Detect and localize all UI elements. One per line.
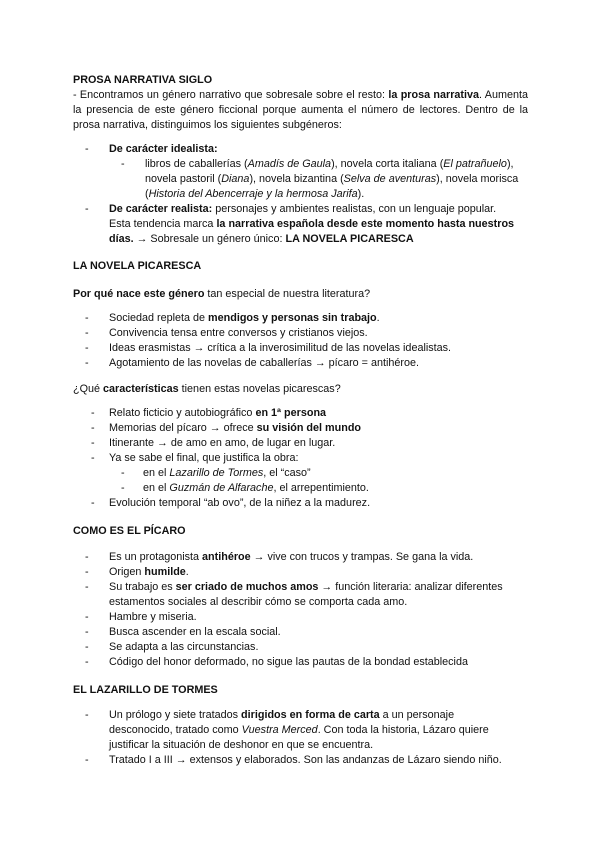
intro-paragraph: - Encontramos un género narrativo que sobresale sobre el resto: la prosa narrativa. Aumenta la presencia de este género ficcional porque aumenta el número de lectores. Dentro de la prosa narrativa, distinguimos los siguientes subgéneros:	[73, 89, 528, 131]
lazarillo-list	[73, 708, 528, 768]
list-item: - Su trabajo es ser criado de muchos amos → función literaria: analizar diferentes estamentos sociales al describir cómo se comporta cada amo.	[85, 581, 503, 608]
list-item: - Ya se sabe el final, que justifica la obra:	[91, 452, 299, 464]
list-item-realista: - De carácter realista: personajes y ambientes realistas, con un lenguaje popular. Esta tendencia marca la narrativa española desde este momento hasta nuestros días. → Sobresale un género único: LA NOVELA PICARESCA	[85, 203, 515, 245]
causes-list	[73, 311, 528, 371]
list-item: - Es un protagonista antihéroe → vive con trucos y trampas. Se gana la vida.	[85, 551, 474, 563]
section-title-lazarillo: EL LAZARILLO DE TORMES	[73, 684, 218, 696]
list-item: - Agotamiento de las novelas de caballerías → pícaro = antihéroe.	[85, 357, 419, 369]
list-item: - Itinerante → de amo en amo, de lugar en lugar.	[91, 437, 336, 449]
sublist-idealista: - libros de caballerías (Amadís de Gaula), novela corta italiana (El patrañuelo), novela pastoril (Diana), novela bizantina (Selva de aventuras), novela morisca (Historia del Abencerraje y la hermosa Jarifa).	[121, 158, 519, 200]
section-title-prosa: PROSA NARRATIVA SIGLO	[73, 74, 213, 86]
section-title-picaresca: LA NOVELA PICARESCA	[73, 260, 202, 272]
list-item: - Se adapta a las circunstancias.	[85, 641, 259, 653]
list-item: - Relato ficticio y autobiográfico en 1ª persona	[91, 407, 327, 419]
list-item: - Hambre y miseria.	[85, 611, 197, 623]
list-item: - Convivencia tensa entre conversos y cristianos viejos.	[85, 327, 368, 339]
list-item: - Memorias del pícaro → ofrece su visión del mundo	[91, 422, 362, 434]
list-item: - Tratado I a III → extensos y elaborados. Son las andanzas de Lázaro siendo niño.	[85, 754, 502, 766]
list-item: - Un prólogo y siete tratados dirigidos en forma de carta a un personaje desconocido, tratado como Vuestra Merced. Con toda la historia, Lázaro quiere justificar la situación de deshonor en que se encuentra.	[85, 709, 489, 751]
list-item: - Evolución temporal “ab ovo”, de la niñez a la madurez.	[91, 497, 371, 509]
list-item: - Sociedad repleta de mendigos y personas sin trabajo.	[85, 312, 380, 324]
list-item: - Busca ascender en la escala social.	[85, 626, 281, 638]
section-title-picaro: COMO ES EL PÍCARO	[73, 525, 186, 537]
picaro-list	[73, 550, 528, 670]
list-item: - Origen humilde.	[85, 566, 189, 578]
list-item: - Código del honor deformado, no sigue las pautas de la bondad establecida	[85, 656, 468, 668]
list-item: - Ideas erasmistas → crítica a la inverosimilitud de las novelas idealistas.	[85, 342, 452, 354]
question-origin: Por qué nace este género tan especial de nuestra literatura?	[73, 288, 371, 300]
document-page: PROSA NARRATIVA SIGLO - Encontramos un género narrativo que sobresale sobre el resto: la prosa narrativa. Aumenta la presencia de este género ficcional porque aumenta el número de lectores. Dentro de la prosa narrativa, distinguimos los siguientes subgéneros: - De carácter idealista: - libros de caballerías (Amadís de Gaula), novela corta italiana (El patrañuelo), novela pastoril (Diana), novela bizantina (Selva de aventuras), novela morisca (Historia del Abencerraje y la hermosa Jarifa). - De carácter realista: personajes y ambientes realistas, con un lenguaje popular. Esta tendencia marca la narrativa española desde este momento hasta nuestros días. → Sobresale un género único: LA NOVELA PICARESCA LA NOVELA PICARESCA Por qué nace este género tan especial de nuestra literatura? - Sociedad repleta de mendigos y personas sin trabajo. - Convivencia tensa entre conversos y cristianos viejos. - Ideas erasmistas → crítica a la inverosimilitud de las novelas idealistas. - Agotamiento de las novelas de caballerías → pícaro = antihéroe. ¿Qué características tienen estas novelas picarescas? - Relato ficticio y autobiográfico en 1ª persona - Memorias del pícaro → ofrece su visión del mundo - Itinerante → de amo en amo, de lugar en lugar. - Ya se sabe el final, que justifica la obra: - en el Lazarillo de Tormes, el “caso” - en el Guzmán de Alfarache, el arrepentimiento. - Evolución temporal “ab ovo”, de la niñez a la madurez. COMO ES EL PÍCARO - Es un protagonista antihéroe → vive con trucos y trampas. Se gana la vida. - Origen humilde. - Su trabajo es ser criado de muchos amos → función literaria: analizar diferentes estamentos sociales al describir cómo se comporta cada amo. - Hambre y miseria. - Busca ascender en la escala social. - Se adapta a las circunstancias. - Código del honor deformado, no sigue las pautas de la bondad establecida EL LAZARILLO DE TORMES - Un prólogo y siete tratados dirigidos en forma de carta a un personaje desconocido, tratado como Vuestra Merced. Con toda la historia, Lázaro quiere justificar la situación de deshonor en que se encuentra. - Tratado I a III → extensos y elaborados. Son las andanzas de Lázaro siendo niño.	[73, 74, 528, 766]
sublist-item: - en el Lazarillo de Tormes, el “caso”	[121, 467, 311, 479]
sublist-item: - en el Guzmán de Alfarache, el arrepentimiento.	[121, 482, 369, 494]
question-features: ¿Qué características tienen estas novelas picarescas?	[73, 383, 341, 395]
features-list	[73, 406, 528, 511]
